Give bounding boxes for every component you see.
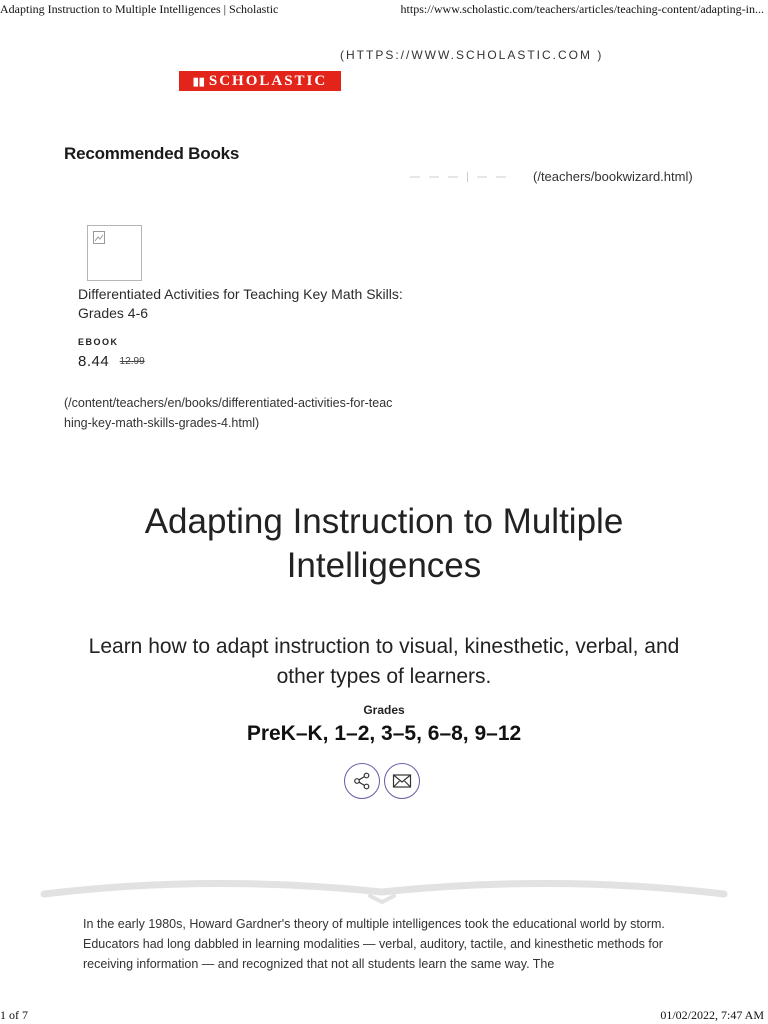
price-row: [78, 353, 145, 371]
print-page-url: https://www.scholastic.com/teachers/articles/teaching-content/adapting-in...: [400, 2, 764, 16]
print-page-title: Adapting Instruction to Multiple Intelligences | Scholastic: [0, 2, 279, 16]
broken-image-icon: [93, 231, 107, 245]
scholastic-home-link[interactable]: (HTTPS://WWW.SCHOLASTIC.COM ): [340, 48, 604, 62]
page-count: 1 of 7: [0, 1008, 28, 1022]
book-title[interactable]: Differentiated Activities for Teaching Key Math Skills: Grades 4-6: [78, 286, 403, 321]
article-subhead: Learn how to adapt instruction to visual, kinesthetic, verbal, and other types of learners.: [88, 635, 680, 688]
book-wizard-link[interactable]: (/teachers/bookwizard.html): [533, 169, 693, 184]
scholastic-logo[interactable]: [179, 71, 341, 91]
book-format: EBOOK: [78, 337, 119, 347]
email-button[interactable]: [384, 763, 420, 799]
open-book-icon: ▮▮: [192, 75, 205, 88]
grades-value: PreK–K, 1–2, 3–5, 6–8, 9–12: [246, 722, 522, 745]
share-button[interactable]: [344, 763, 380, 799]
share-icon: [352, 771, 372, 791]
book-url[interactable]: (/content/teachers/en/books/differentiated-activities-for-teaching-key-math-skills-grades-4.html): [64, 396, 393, 430]
print-date: 01/02/2022, 7:47 AM: [660, 1008, 764, 1022]
print-header: [0, 0, 768, 20]
recommended-books-heading: Recommended Books: [64, 144, 240, 163]
article-headline: Adapting Instruction to Multiple Intelligences: [144, 502, 624, 585]
grades-label: Grades: [363, 703, 405, 717]
book-thumbnail[interactable]: [87, 225, 142, 281]
email-icon: [392, 773, 412, 789]
sale-price: 8.44: [78, 353, 110, 370]
logo-text: SCHOLASTIC: [208, 72, 328, 89]
open-book-divider: [40, 870, 728, 904]
original-price: 12.99: [119, 356, 145, 367]
article-body: In the early 1980s, Howard Gardner's theory of multiple intelligences took the educational world by storm. Educators had long dabbled in learning modalities — verbal, auditory, tactile, and kinesthetic methods for receiving information — and recognized that not all students learn the same way. The: [83, 917, 665, 971]
book-wizard-logo[interactable]: [410, 172, 520, 182]
print-footer: [0, 1008, 768, 1024]
share-buttons: [344, 763, 420, 799]
